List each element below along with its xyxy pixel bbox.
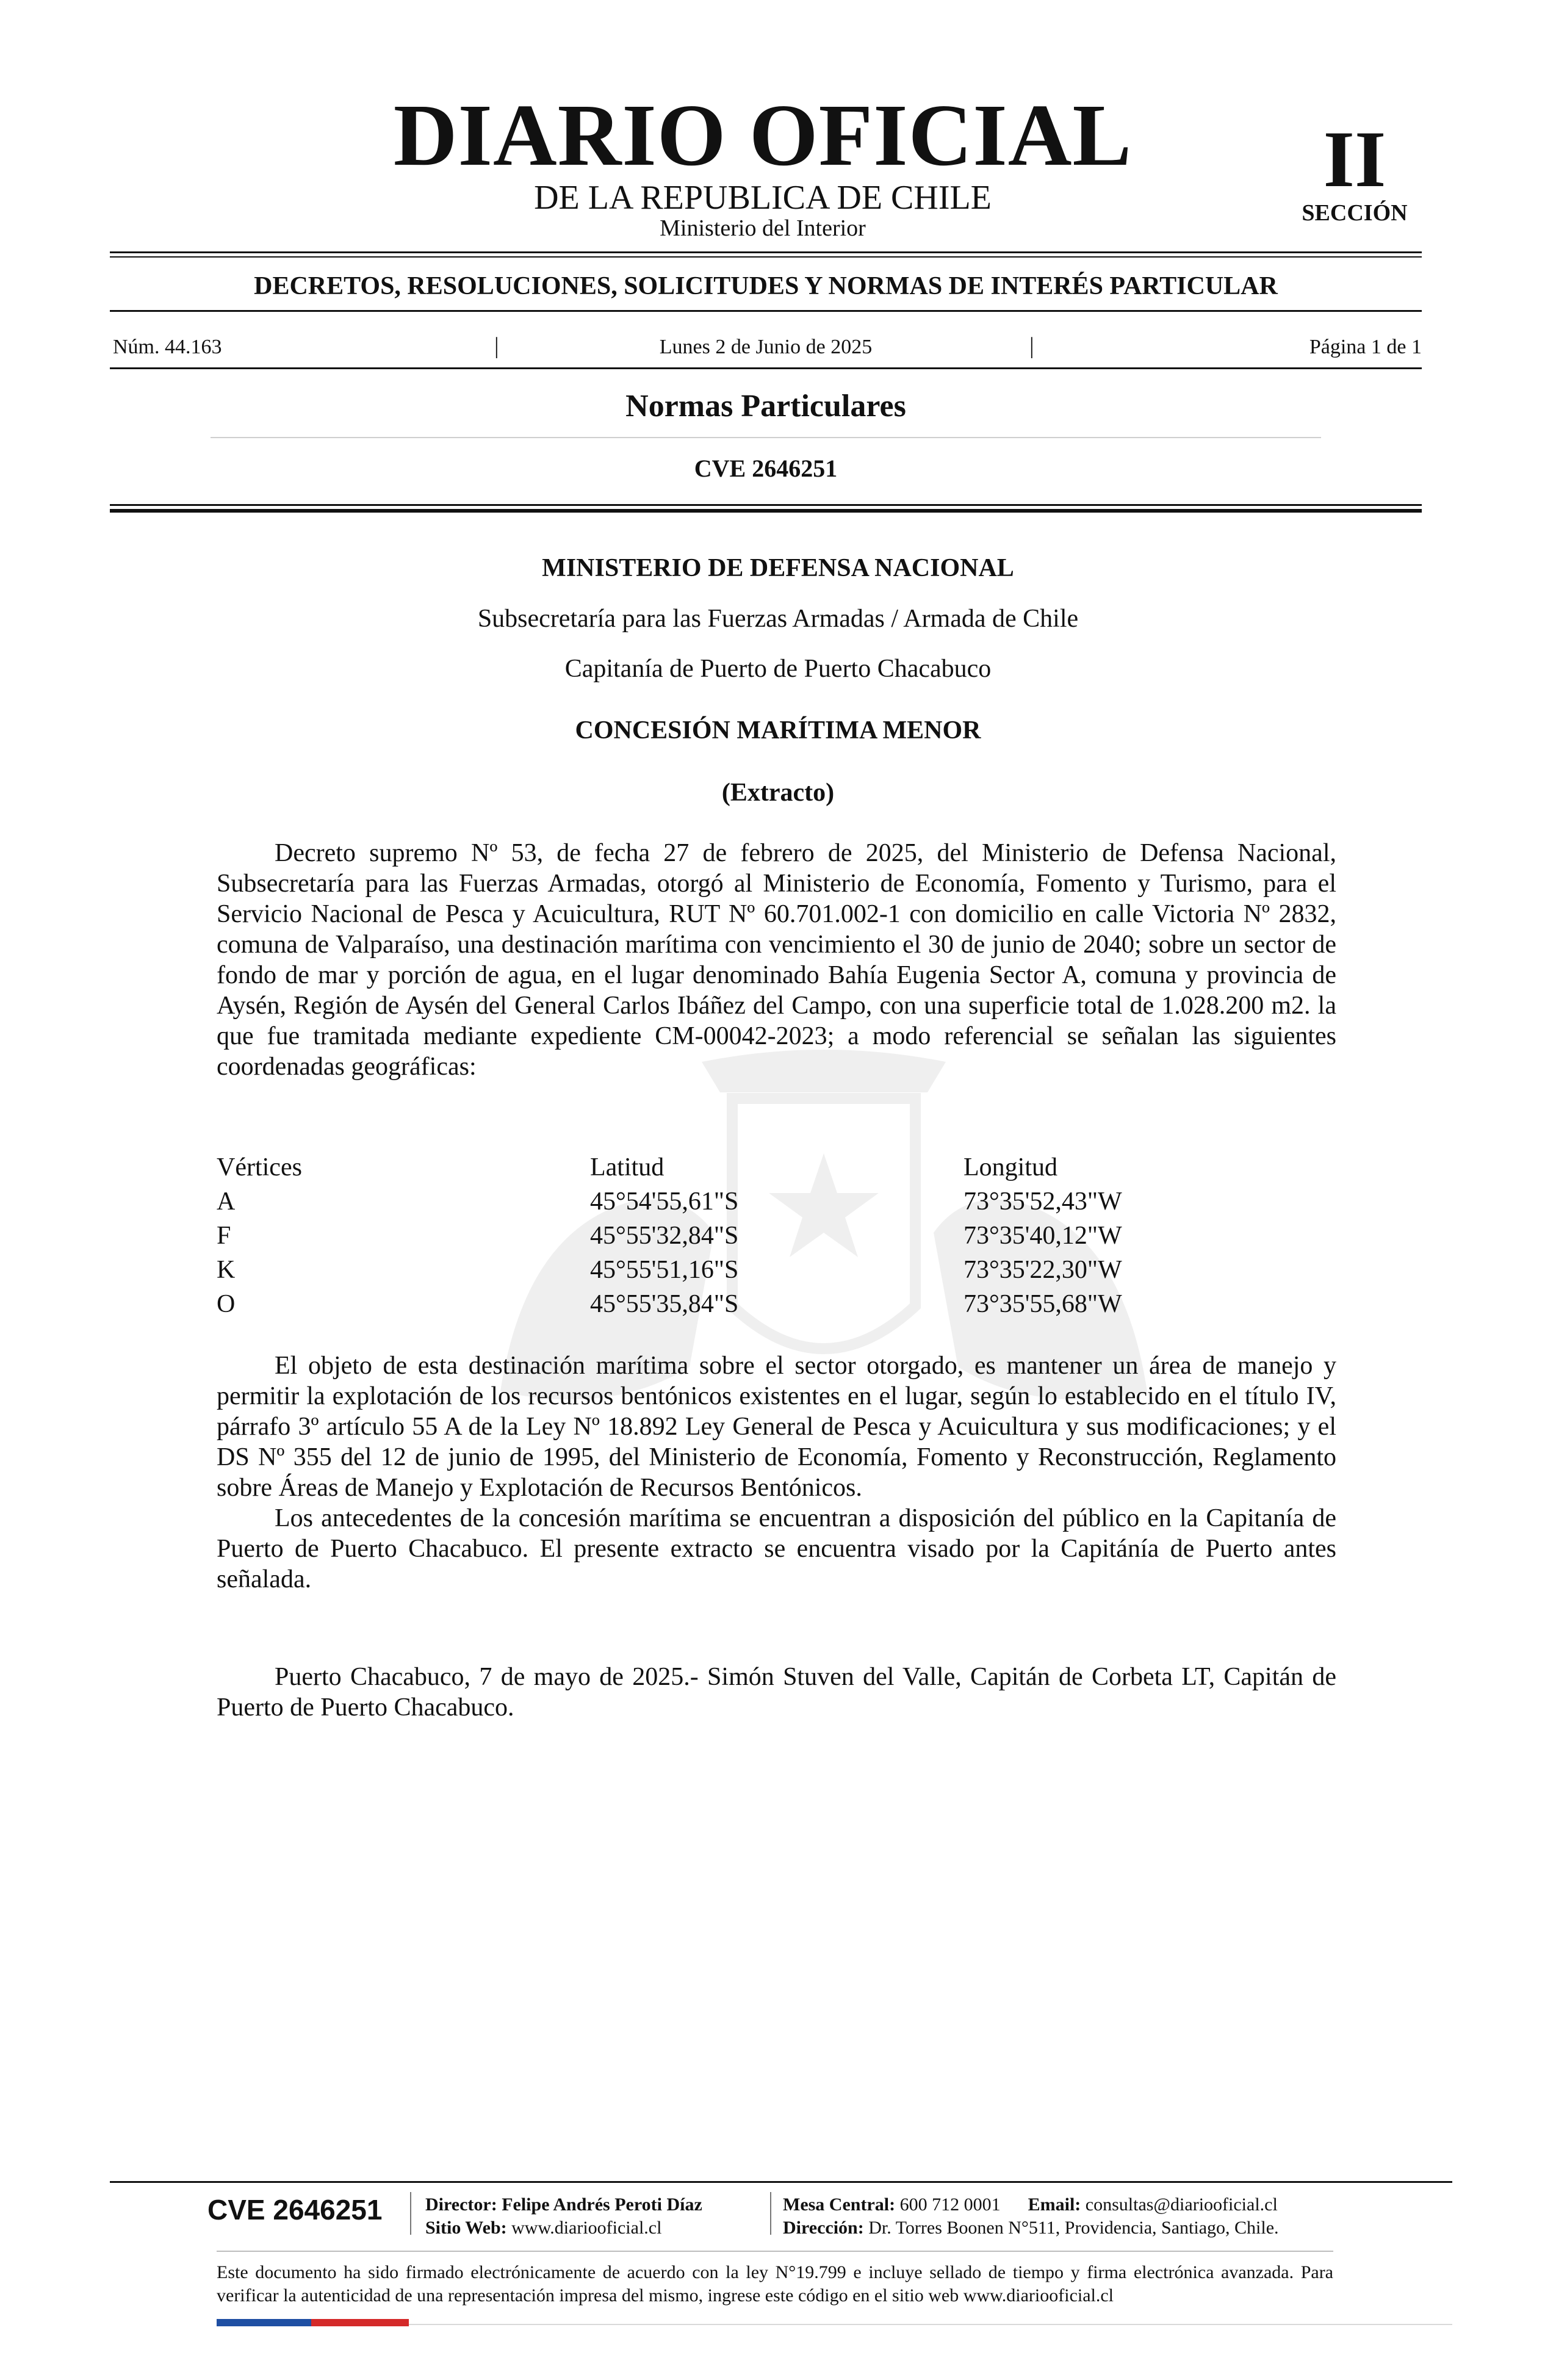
- meta-separator: |: [1029, 333, 1034, 359]
- signature-block: [217, 1662, 1336, 1723]
- document-subtitle: (Extracto): [721, 779, 835, 807]
- flag-stripe-line: [409, 2324, 1452, 2325]
- footer-note-divider: [217, 2251, 1333, 2252]
- capitania-line: Capitanía de Puerto de Puerto Chacabuco: [564, 655, 992, 683]
- section-banner: DECRETOS, RESOLUCIONES, SOLICITUDES Y NORMAS DE INTERÉS PARTICULAR: [254, 272, 1278, 300]
- latitude-cell: 45°55'32,84"S: [590, 1222, 739, 1250]
- vertex-cell: O: [217, 1290, 236, 1318]
- cve-code: CVE 2646251: [694, 455, 838, 482]
- email-link[interactable]: consultas@diariooficial.cl: [1085, 2194, 1278, 2215]
- website-label: Sitio Web:: [425, 2218, 507, 2238]
- subsecretaria-line: Subsecretaría para las Fuerzas Armadas / Armada de Chile: [477, 605, 1079, 633]
- paragraph-3-text: Los antecedentes de la concesión marítima se encuentran a disposición del público en la Capitanía de Puerto de Puerto Chacabuco. El presente extracto se encuentra visado por la Capitánía de Puerto antes señalada.: [217, 1504, 1336, 1593]
- issue-number: Núm. 44.163: [113, 336, 222, 358]
- footer-cve-code: CVE 2646251: [207, 2194, 383, 2226]
- signature-text: Puerto Chacabuco, 7 de mayo de 2025.- Simón Stuven del Valle, Capitán de Corbeta LT, Capitán de Puerto de Puerto Chacabuco.: [217, 1663, 1336, 1722]
- table-header-row: [217, 1150, 1336, 1185]
- longitude-cell: 73°35'22,30"W: [963, 1256, 1122, 1284]
- footer-rule: [110, 2181, 1452, 2183]
- issue-date: Lunes 2 de Junio de 2025: [659, 336, 873, 358]
- table-row: [217, 1287, 1336, 1321]
- latitude-cell: 45°55'35,84"S: [590, 1290, 739, 1318]
- paragraph-1-text: Decreto supremo Nº 53, de fecha 27 de febrero de 2025, del Ministerio de Defensa Nacional, Subsecretaría para las Fuerzas Armadas, otorgó al Ministerio de Economía, Fomento y Turismo, para el Servicio Nacional de Pesca y Acuicultura, RUT Nº 60.701.002-1 con domicilio en calle Victoria Nº 2832, comuna de Valparaíso, una destinación marítima con vencimiento el 30 de junio de 2040; sobre un sector de fondo de mar y porción de agua, en el lugar denominado Bahía Eugenia Sector A, comuna y provincia de Aysén, Región de Aysén del General Carlos Ibáñez del Campo, con una superficie total de 1.028.200 m2. la que fue tramitada mediante expediente CM-00042-2023; a modo referencial se señalan las siguientes coordenadas geográficas:: [217, 839, 1336, 1081]
- longitude-cell: 73°35'52,43"W: [963, 1188, 1122, 1216]
- email-label: Email:: [1028, 2194, 1081, 2215]
- address-value: Dr. Torres Boonen N°511, Providencia, Santiago, Chile.: [868, 2218, 1279, 2238]
- header-rule-thick-2: [110, 509, 1422, 513]
- section-word: SECCIÓN: [1302, 200, 1408, 226]
- paragraph-objective: [217, 1350, 1336, 1595]
- footer-website: [425, 2219, 661, 2237]
- footer-address: [783, 2219, 1279, 2237]
- paragraph-decree: [217, 838, 1336, 1082]
- meta-rule: [110, 367, 1422, 369]
- section-title: Normas Particulares: [625, 389, 906, 424]
- ministry-heading: MINISTERIO DE DEFENSA NACIONAL: [542, 554, 1014, 582]
- masthead-subtitle: DE LA REPUBLICA DE CHILE: [534, 179, 992, 217]
- director-label: Director:: [425, 2194, 497, 2215]
- vertex-cell: F: [217, 1222, 231, 1250]
- flag-stripe-red: [311, 2319, 409, 2326]
- director-name: Felipe Andrés Peroti Díaz: [502, 2194, 702, 2215]
- mesa-label: Mesa Central:: [783, 2194, 896, 2215]
- masthead-rule-top-2: [110, 256, 1422, 258]
- footer-divider: [410, 2192, 411, 2235]
- footer-divider: [770, 2192, 771, 2235]
- header-longitud: Longitud: [963, 1153, 1057, 1181]
- coordinates-table: [217, 1150, 1336, 1321]
- flag-stripe-blue: [217, 2319, 311, 2326]
- latitude-cell: 45°54'55,61"S: [590, 1188, 739, 1216]
- section-divider: [211, 437, 1321, 438]
- header-latitud: Latitud: [590, 1153, 665, 1181]
- vertex-cell: K: [217, 1256, 236, 1284]
- document-title: CONCESIÓN MARÍTIMA MENOR: [575, 716, 981, 745]
- header-rule-thick-1: [110, 504, 1422, 506]
- section-number: II: [1323, 114, 1386, 204]
- banner-rule: [110, 310, 1422, 312]
- vertex-cell: A: [217, 1188, 236, 1216]
- table-row: [217, 1185, 1336, 1219]
- address-label: Dirección:: [783, 2218, 864, 2238]
- header-vertices: Vértices: [217, 1153, 302, 1181]
- paragraph-2-text: El objeto de esta destinación marítima sobre el sector otorgado, es mantener un área de manejo y permitir la explotación de los recursos bentónicos existentes en el lugar, según lo establecido en el título IV, párrafo 3º artículo 55 A de la Ley Nº 18.892 Ley General de Pesca y Acuicultura y sus modificaciones; y el DS Nº 355 del 12 de junio de 1995, del Ministerio de Economía, Fomento y Reconstrucción, Reglamento sobre Áreas de Manejo y Explotación de Recursos Bentónicos.: [217, 1352, 1336, 1502]
- longitude-cell: 73°35'40,12"W: [963, 1222, 1122, 1250]
- website-link[interactable]: www.diariooficial.cl: [511, 2218, 662, 2238]
- mesa-value: 600 712 0001: [899, 2194, 1001, 2215]
- masthead-title: DIARIO OFICIAL: [393, 87, 1133, 184]
- latitude-cell: 45°55'51,16"S: [590, 1256, 739, 1284]
- footer-mesa-central: [783, 2196, 1278, 2214]
- footer-legal-note: Este documento ha sido firmado electrónicamente de acuerdo con la ley N°19.799 e incluye sellado de tiempo y firma electrónica avanzada. Para verificar la autenticidad de una representación impresa del mismo, ingrese este código en el sitio web www.diariooficial.cl: [217, 2262, 1333, 2306]
- page-count: Página 1 de 1: [1309, 336, 1422, 358]
- masthead-ministry: Ministerio del Interior: [660, 215, 866, 241]
- table-row: [217, 1219, 1336, 1253]
- table-row: [217, 1253, 1336, 1287]
- footer-director: [425, 2196, 702, 2214]
- masthead-rule-top: [110, 251, 1422, 253]
- meta-separator: |: [494, 333, 499, 359]
- longitude-cell: 73°35'55,68"W: [963, 1290, 1122, 1318]
